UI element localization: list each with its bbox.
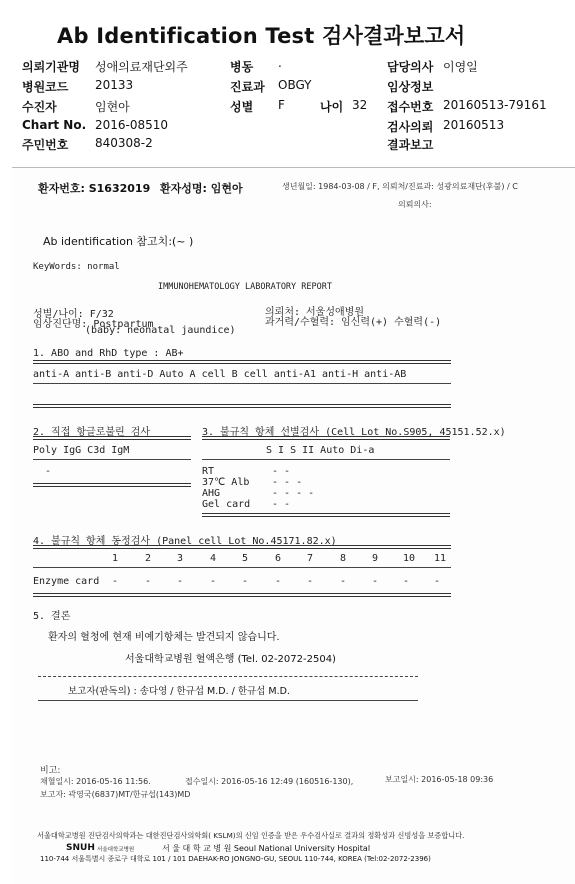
- panel-cell-result: -: [275, 576, 282, 587]
- s3-row-label: AHG: [202, 488, 221, 499]
- report-time: 보고일시: 2016-05-18 09:36: [385, 775, 494, 784]
- s3-row-values: - -: [272, 499, 291, 510]
- patient-info: 생년월일: 1984-03-08 / F, 의뢰처/진료과: 성광의료재단(후불) / C: [282, 182, 518, 191]
- panel-cell-number: 3: [177, 553, 184, 564]
- hospital-name: 서 울 대 학 교 병 원 Seoul National University Hospital: [162, 844, 371, 853]
- conclusion-text: 환자의 혈청에 현재 비예기항체는 발견되지 않습니다.: [48, 632, 280, 643]
- s1-title: 1. ABO and RhD type : AB+: [33, 348, 184, 359]
- snuh-logo-sub: 서울대학교병원: [97, 847, 135, 853]
- remark-label: 비고:: [40, 766, 61, 776]
- value-sex: F: [278, 98, 285, 112]
- label-resident-no: 주민번호: [22, 138, 69, 152]
- keywords: KeyWords: normal: [33, 262, 120, 272]
- panel-cell-number: 4: [210, 553, 217, 564]
- patient-name: 환자성명: 임현아: [160, 182, 243, 195]
- value-doctor: 이영일: [443, 60, 478, 74]
- blood-bank-contact: 서울대학교병원 혈액은행 (Tel. 02-2072-2504): [125, 654, 336, 665]
- s3-line: [202, 459, 450, 460]
- s3-row-values: - - -: [272, 477, 303, 488]
- label-request-date: 검사의뢰: [387, 120, 434, 134]
- collection-time: 채혈일시: 2016-05-16 11:56.: [40, 777, 151, 786]
- hospital-address: 110-744 서울특별시 종로구 대학로 101 / 101 DAEHAK-RO JONGNO-GU, SEOUL 110-744, KOREA (Tel:02-2072-2396): [40, 855, 431, 863]
- value-age: 32: [352, 98, 368, 112]
- s3-columns: S I S II Auto Di-a: [266, 445, 375, 456]
- s3-double-line: [202, 436, 450, 440]
- s4-bottom-line: [33, 593, 451, 597]
- s1-double-line: [33, 360, 451, 364]
- s2-double-line: [33, 436, 191, 440]
- transfusion-history: 과거력/수혈력: 임신력(+) 수혈력(-): [265, 317, 442, 328]
- panel-cell-result: -: [177, 576, 184, 587]
- s5-title: 5. 결론: [33, 611, 71, 622]
- label-chart-no: Chart No.: [22, 118, 87, 132]
- panel-cell-result: -: [242, 576, 249, 587]
- reporter-top-line: [38, 676, 418, 677]
- label-hospital-code: 병원코드: [22, 80, 69, 94]
- s4-row-label: Enzyme card: [33, 576, 100, 587]
- panel-cell-result: -: [434, 576, 441, 587]
- diagnosis: 임상진단명: Postpartum: [33, 319, 154, 330]
- label-age: 나이: [320, 100, 344, 114]
- s2-value: -: [45, 466, 52, 477]
- patient-number: 환자번호: S1632019: [38, 182, 151, 195]
- s1-line: [33, 383, 451, 384]
- panel-cell-number: 7: [307, 553, 314, 564]
- label-ward: 병동: [230, 60, 254, 74]
- label-receipt-no: 접수번호: [387, 100, 434, 114]
- label-sex: 성별: [230, 100, 254, 114]
- scan-top-border: [12, 167, 575, 168]
- s3-bottom-line: [202, 513, 450, 517]
- panel-cell-result: -: [307, 576, 314, 587]
- label-result-report: 결과보고: [387, 138, 434, 152]
- panel-cell-number: 1: [112, 553, 119, 564]
- value-resident-no: 840308-2: [95, 136, 153, 150]
- label-department: 진료과: [230, 80, 265, 94]
- s1-columns: anti-A anti-B anti-D Auto A cell B cell anti-A1 anti-H anti-AB: [33, 369, 407, 380]
- snuh-logo: SNUH: [66, 843, 95, 853]
- s4-title: 4. 불규칙 항체 동정검사 (Panel cell Lot No.45171.82.x): [33, 536, 337, 547]
- value-patient: 임현아: [95, 100, 130, 114]
- baby-note: (baby: neonatal jaundice): [85, 325, 236, 336]
- s2-line: [33, 459, 191, 460]
- panel-cell-number: 9: [372, 553, 379, 564]
- panel-cell-number: 8: [340, 553, 347, 564]
- s3-row-values: - - - -: [272, 488, 315, 499]
- label-institution: 의뢰기관명: [22, 60, 80, 74]
- s1-bottom-line: [33, 404, 451, 408]
- requester: 의뢰처: 서울성애병원: [265, 307, 364, 318]
- panel-cell-number: 2: [145, 553, 152, 564]
- sex-age: 성별/나이: F/32: [33, 309, 114, 320]
- s4-double-line: [33, 545, 451, 549]
- panel-cell-result: -: [210, 576, 217, 587]
- panel-cell-number: 10: [403, 553, 416, 564]
- s2-bottom-line: [33, 483, 191, 487]
- s3-row-values: - -: [272, 466, 291, 477]
- label-clinical-info: 임상정보: [387, 80, 434, 94]
- panel-cell-result: -: [372, 576, 379, 587]
- reporter-codes: 보고자: 곽영국(6837)MT/한규섭(143)MD: [40, 790, 191, 799]
- value-hospital-code: 20133: [95, 78, 134, 92]
- panel-cell-number: 6: [275, 553, 282, 564]
- value-department: OBGY: [278, 78, 312, 92]
- panel-cell-number: 11: [434, 553, 447, 564]
- section-title: Ab identification 참고치:(~ ): [43, 235, 194, 248]
- value-ward: .: [278, 56, 282, 70]
- panel-cell-result: -: [403, 576, 410, 587]
- accreditation-note: 서울대학교병원 진단검사의학과는 대한진단검사의학회( KSLM)의 신임 인증을 받은 우수검사실로 결과의 정확성과 신빙성을 보증합니다.: [37, 831, 465, 840]
- label-patient: 수진자: [22, 100, 57, 114]
- value-receipt-no: 20160513-79161: [443, 98, 547, 112]
- panel-cell-number: 5: [242, 553, 249, 564]
- panel-cell-result: -: [340, 576, 347, 587]
- s3-row-label: 37℃ Alb: [202, 477, 250, 488]
- s3-title: 3. 불규칙 항체 선별검사 (Cell Lot No.S905, 45151.52.x): [202, 427, 506, 438]
- value-chart-no: 2016-08510: [95, 118, 169, 132]
- s2-columns: Poly IgG C3d IgM: [33, 445, 130, 456]
- receipt-time: 접수일시: 2016-05-16 12:49 (160516-130),: [185, 777, 354, 786]
- page-title: Ab Identification Test 검사결과보고서: [57, 24, 466, 48]
- value-request-date: 20160513: [443, 118, 505, 132]
- panel-cell-result: -: [145, 576, 152, 587]
- s4-line: [33, 567, 451, 568]
- reporter-bottom-line: [38, 700, 418, 701]
- s3-row-label: Gel card: [202, 499, 251, 510]
- panel-cell-result: -: [112, 576, 119, 587]
- value-institution: 성애의료재단외주: [95, 60, 188, 74]
- s3-row-label: RT: [202, 466, 215, 477]
- reporter: 보고자(판독의) : 송다영 / 한규섭 M.D. / 한규섭 M.D.: [68, 686, 290, 697]
- s2-title: 2. 직접 항글로불린 검사: [33, 427, 151, 438]
- requesting-doctor: 의뢰의사:: [398, 200, 432, 209]
- label-doctor: 담당의사: [387, 60, 434, 74]
- lab-report-title: IMMUNOHEMATOLOGY LABORATORY REPORT: [158, 282, 332, 292]
